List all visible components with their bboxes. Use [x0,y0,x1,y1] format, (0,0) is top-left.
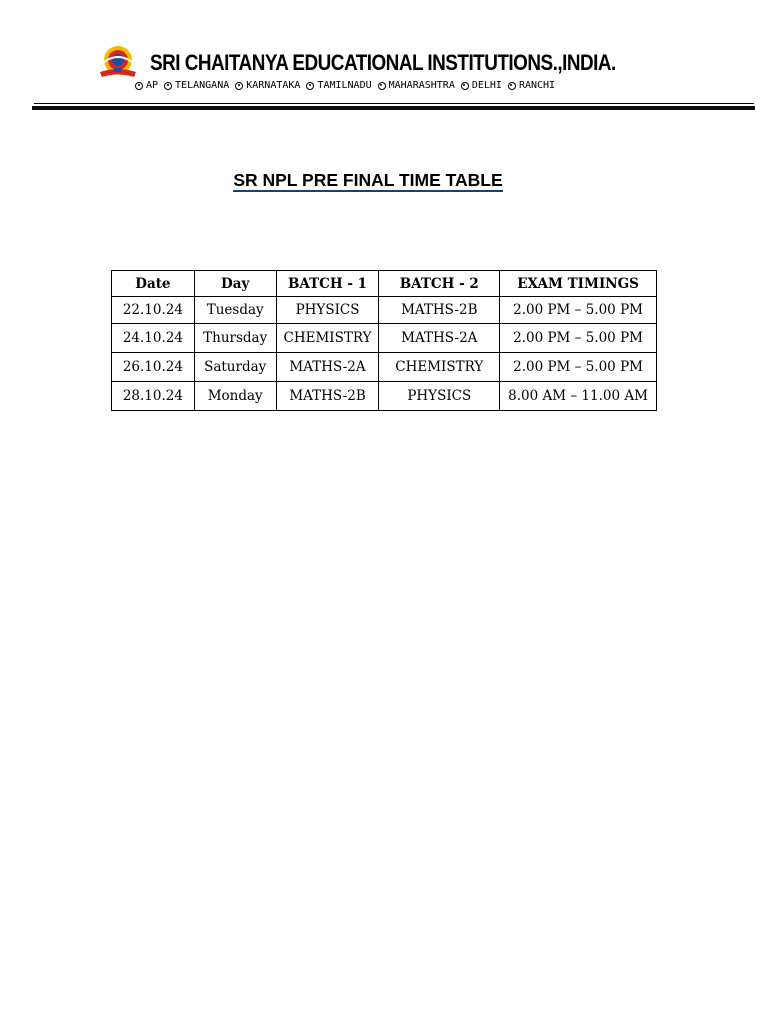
bullet-icon [508,82,516,90]
exam-timetable [111,270,657,411]
cell-date: 22.10.24 [112,297,195,324]
bullet-icon [306,82,314,90]
page-title-text: SR NPL PRE FINAL TIME TABLE [233,170,503,190]
bullet-icon [135,82,143,90]
cell-batch-1: CHEMISTRY [276,324,379,353]
bullet-icon [461,82,469,90]
cell-batch-2: PHYSICS [379,382,500,411]
region-item: TELANGANA [164,80,229,91]
cell-batch-2: MATHS-2A [379,324,500,353]
cell-batch-1: MATHS-2A [276,353,379,382]
cell-date: 28.10.24 [112,382,195,411]
region-item: TAMILNADU [306,80,371,91]
cell-day: Tuesday [194,297,276,324]
table-row [112,382,657,411]
cell-exam-timing: 2.00 PM – 5.00 PM [500,297,657,324]
cell-day: Monday [194,382,276,411]
region-item: AP [135,80,158,91]
institution-name: SRI CHAITANYA EDUCATIONAL INSTITUTIONS.,INDIA. [150,50,616,75]
column-header-date: Date [112,271,195,297]
bullet-icon [378,82,386,90]
cell-day: Saturday [194,353,276,382]
region-item: DELHI [461,80,502,91]
region-item: RANCHI [508,80,555,91]
region-item: KARNATAKA [235,80,300,91]
table-row [112,353,657,382]
cell-exam-timing: 8.00 AM – 11.00 AM [500,382,657,411]
bullet-icon [235,82,243,90]
column-header-batch-2: BATCH - 2 [379,271,500,297]
cell-batch-2: MATHS-2B [379,297,500,324]
bullet-icon [164,82,172,90]
cell-exam-timing: 2.00 PM – 5.00 PM [500,353,657,382]
cell-exam-timing: 2.00 PM – 5.00 PM [500,324,657,353]
column-header-day: Day [194,271,276,297]
cell-batch-1: MATHS-2B [276,382,379,411]
cell-batch-1: PHYSICS [276,297,379,324]
table-header-row [112,271,657,297]
page-title [0,170,736,192]
column-header-exam-timings: EXAM TIMINGS [500,271,657,297]
cell-batch-2: CHEMISTRY [379,353,500,382]
table-row [112,297,657,324]
region-list [135,80,555,91]
cell-date: 24.10.24 [112,324,195,353]
cell-date: 26.10.24 [112,353,195,382]
table-row [112,324,657,353]
column-header-batch-1: BATCH - 1 [276,271,379,297]
region-item: MAHARASHTRA [378,80,455,91]
header-divider-thin [34,103,754,104]
cell-day: Thursday [194,324,276,353]
header-divider-thick [32,106,755,110]
institution-logo [96,44,140,80]
